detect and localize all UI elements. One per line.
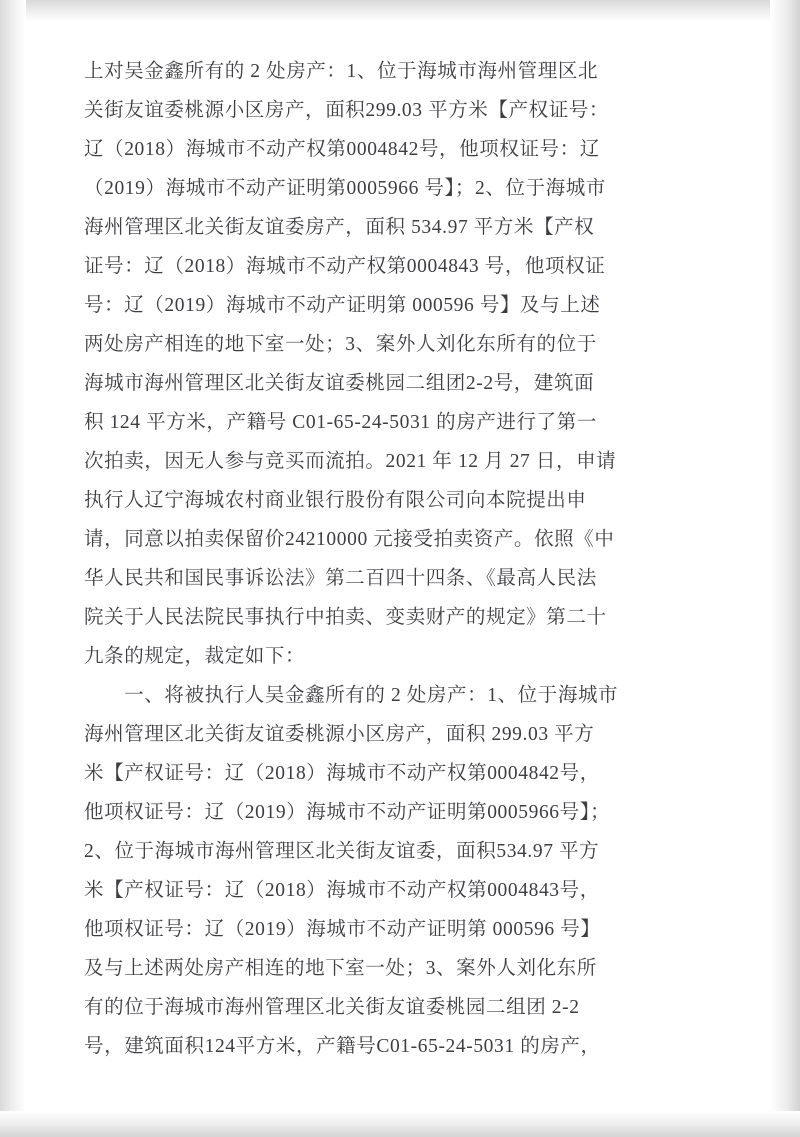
document-line: 积 124 平方米，产籍号 C01-65-24-5031 的房产进行了第一 (84, 412, 597, 433)
document-line: 号：辽（2019）海城市不动产证明第 000596 号】及与上述 (84, 295, 601, 316)
scan-edge-bottom (0, 1111, 800, 1137)
scan-edge-left (0, 0, 26, 1137)
document-line: 海州管理区北关街友谊委房产，面积 534.97 平方米【产权 (84, 217, 595, 238)
document-line: （2019）海城市不动产证明第0005966 号】；2、位于海城市 (84, 178, 606, 199)
document-line: 有的位于海城市海州管理区北关街友谊委桃园二组团 2-2 (84, 997, 580, 1018)
document-line: 次拍卖，因无人参与竞买而流拍。2021 年 12 月 27 日，申请 (84, 451, 617, 472)
document-line: 他项权证号：辽（2019）海城市不动产证明第 000596 号】 (84, 919, 601, 940)
document-text-body (84, 52, 704, 1066)
document-line: 关街友谊委桃源小区房产，面积299.03 平方米【产权证号： (84, 100, 610, 121)
scan-edge-top (0, 0, 800, 22)
document-line: 华人民共和国民事诉讼法》第二百四十四条、《最高人民法 (84, 568, 597, 589)
document-line: 他项权证号：辽（2019）海城市不动产证明第0005966号】； (84, 802, 611, 823)
document-line: 及与上述两处房产相连的地下室一处；3、案外人刘化东所 (84, 958, 597, 979)
document-line: 两处房产相连的地下室一处；3、案外人刘化东所有的位于 (84, 334, 597, 355)
document-line: 辽（2018）海城市不动产权第0004842号，他项权证号：辽 (84, 139, 600, 160)
document-line: 号，建筑面积124平方米，产籍号C01-65-24-5031 的房产， (84, 1036, 601, 1057)
document-line: 海城市海州管理区北关街友谊委桃园二组团2-2号，建筑面 (84, 373, 595, 394)
document-line: 执行人辽宁海城农村商业银行股份有限公司向本院提出申 (84, 490, 587, 511)
document-line: 院关于人民法院民事执行中拍卖、变卖财产的规定》第二十 (84, 607, 607, 628)
document-line: 米【产权证号：辽（2018）海城市不动产权第0004842号， (84, 763, 600, 784)
document-line: 2、位于海城市海州管理区北关街友谊委，面积534.97 平方 (84, 841, 600, 862)
document-line: 一、将被执行人吴金鑫所有的 2 处房产：1、位于海城市 (84, 685, 619, 706)
scan-edge-right (770, 0, 800, 1137)
document-line: 九条的规定，裁定如下： (84, 646, 306, 667)
document-line: 证号：辽（2018）海城市不动产权第0004843 号，他项权证 (84, 256, 606, 277)
document-line: 海州管理区北关街友谊委桃源小区房产，面积 299.03 平方 (84, 724, 595, 745)
document-line: 请，同意以拍卖保留价24210000 元接受拍卖资产。依照《中 (84, 529, 615, 550)
document-line: 上对吴金鑫所有的 2 处房产：1、位于海城市海州管理区北 (84, 61, 599, 82)
document-line: 米【产权证号：辽（2018）海城市不动产权第0004843号， (84, 880, 600, 901)
